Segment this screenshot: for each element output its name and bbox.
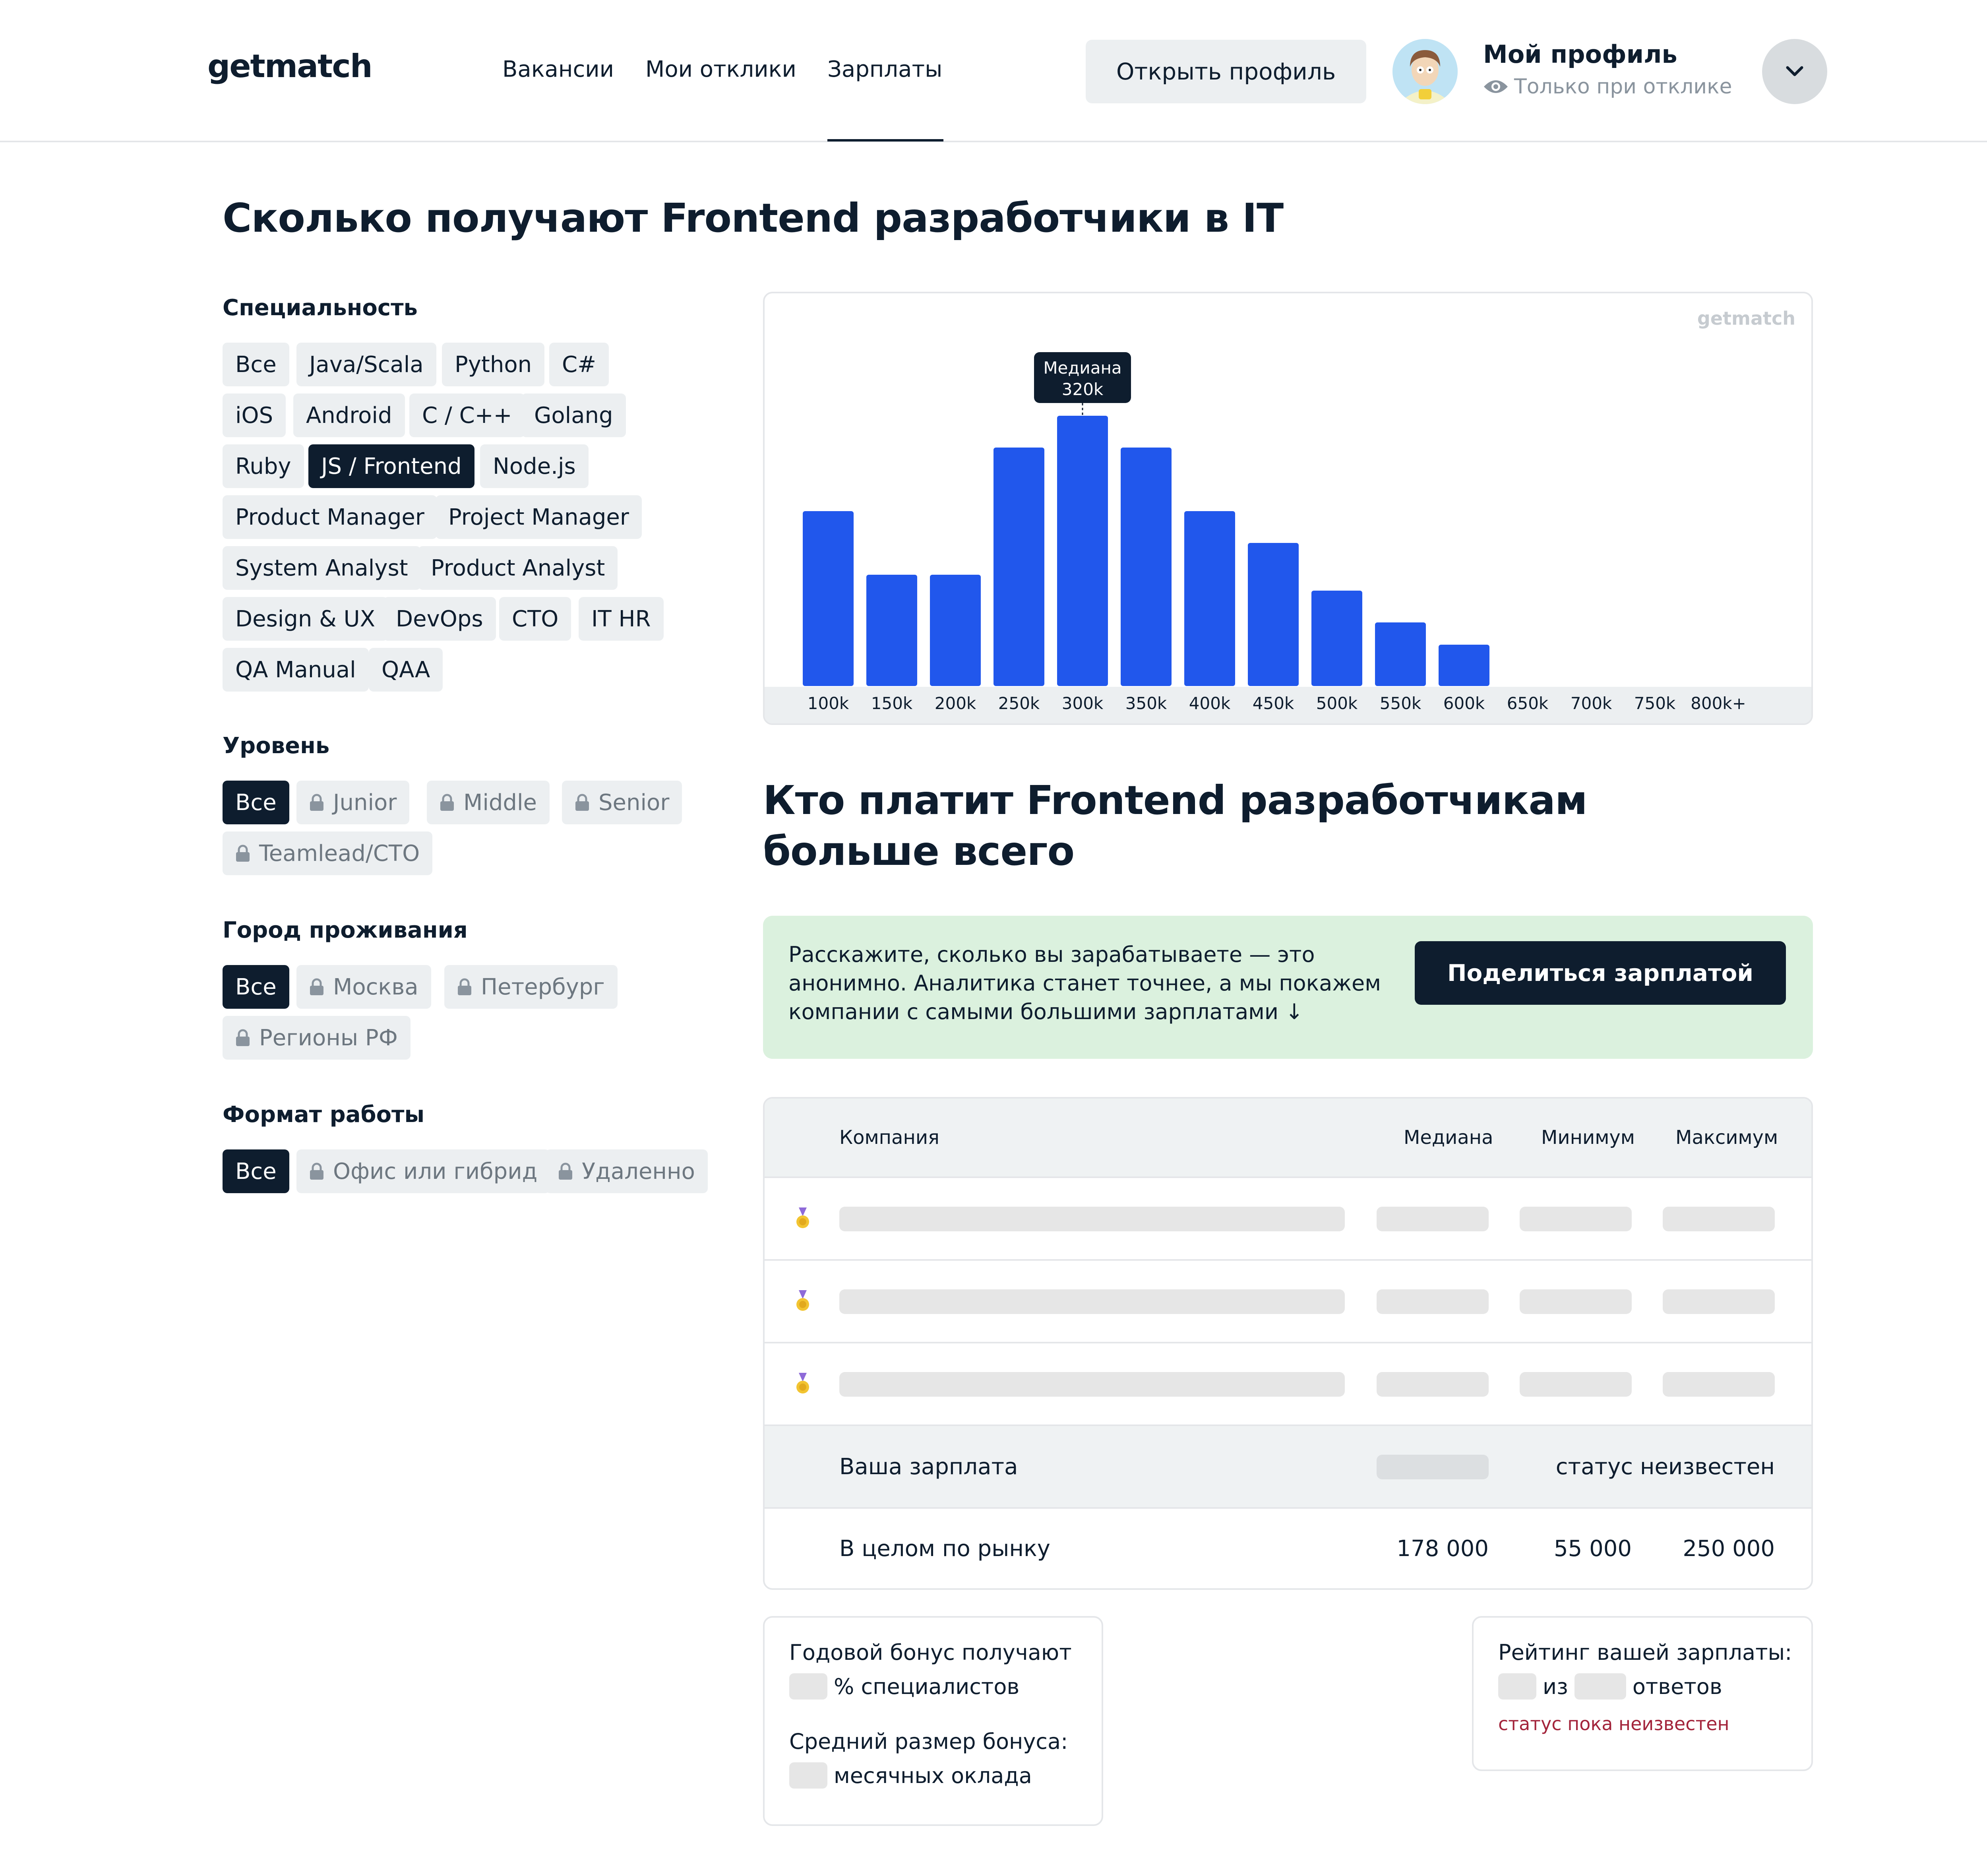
nav-salaries[interactable]: Зарплаты [827,56,943,82]
x-tick-label: 500k [1316,694,1358,713]
profile-visibility [1483,75,1732,99]
chip-cto[interactable]: CTO [499,597,571,641]
salary-rating-card [1472,1616,1813,1771]
market-row [765,1509,1811,1590]
chip-office-hybrid[interactable] [296,1149,550,1193]
median-tooltip-label: Медиана [1043,358,1122,378]
chip-format-all[interactable]: Все [223,1149,289,1193]
chip-label: Петербург [481,974,605,1000]
chip-java-scala[interactable]: Java/Scala [296,343,436,386]
max-placeholder [1663,1289,1775,1314]
your-salary-status: статус неизвестен [1555,1454,1775,1480]
your-salary-label: Ваша зарплата [839,1454,1018,1480]
chip-android[interactable]: Android [293,393,405,437]
x-tick-label: 350k [1125,694,1167,713]
histogram-bar [1184,511,1235,686]
chip-senior[interactable] [562,781,682,824]
x-tick-label: 600k [1443,694,1485,713]
profile-visibility-text: Только при отклике [1514,75,1732,99]
your-salary-row [765,1426,1811,1509]
share-salary-text: Расскажите, сколько вы зарабатываете — это анонимно. Аналитика станет точнее, а мы покажем компании с самыми большими зарплатами ↓ [788,942,1381,1024]
median-placeholder [1377,1372,1489,1397]
chip-js-frontend[interactable]: JS / Frontend [308,444,474,488]
who-pays-title-line2: больше всего [763,828,1075,874]
histogram-bar [803,511,854,686]
market-min: 55 000 [1554,1536,1632,1562]
histogram-bar [1375,622,1426,686]
who-pays-title-line1: Кто платит Frontend разработчикам [763,777,1587,824]
histogram-bar [1311,591,1362,686]
lock-icon [558,1163,573,1180]
chevron-down-icon [1783,64,1807,79]
max-placeholder [1663,1372,1775,1397]
medal-icon [795,1207,811,1230]
bonus-line3: Средний размер бонуса: [789,1729,1068,1754]
bonus-line4: месячных оклада [834,1763,1032,1788]
lock-icon [235,1029,250,1047]
table-row [765,1343,1811,1426]
min-placeholder [1520,1289,1632,1314]
lock-icon [440,794,455,811]
share-salary-banner [763,916,1813,1059]
histogram-bar [1248,543,1299,686]
who-pays-title [763,775,1587,877]
city-label: Город проживания [223,917,468,943]
median-placeholder [1377,1207,1489,1231]
market-max: 250 000 [1683,1536,1775,1562]
lock-icon [309,978,324,996]
page-title: Сколько получают Frontend разработчики в IT [223,195,1284,241]
chip-petersburg[interactable] [444,965,618,1009]
x-tick-label: 250k [998,694,1040,713]
top-header [0,0,1987,142]
rating-row [1498,1673,1722,1700]
chip-csharp[interactable]: C# [549,343,609,386]
chip-teamlead-cto[interactable] [223,831,432,875]
histogram-svg [765,293,1811,723]
rating-line1: Рейтинг вашей зарплаты: [1498,1640,1792,1665]
x-tick-label: 300k [1061,694,1104,713]
lock-icon [309,794,324,811]
col-max: Максимум [1675,1126,1778,1149]
rating-answers: ответов [1632,1674,1722,1699]
top-companies-table [763,1097,1813,1590]
chip-product-manager[interactable]: Product Manager [223,495,437,539]
open-profile-button[interactable]: Открыть профиль [1086,40,1366,103]
level-label: Уровень [223,733,330,759]
chip-junior[interactable] [296,781,409,824]
table-row [765,1261,1811,1343]
histogram-bar [1439,645,1489,686]
col-company: Компания [839,1126,939,1149]
chip-regions[interactable] [223,1016,411,1060]
specialty-label: Специальность [223,295,418,321]
lock-icon [235,845,250,862]
chip-it-hr[interactable]: IT HR [579,597,664,641]
medal-icon [795,1373,811,1395]
bonus-share-placeholder [789,1673,827,1700]
table-row [765,1178,1811,1261]
x-tick-label: 450k [1252,694,1294,713]
your-salary-placeholder [1377,1455,1489,1479]
x-tick-label: 200k [934,694,976,713]
market-label: В целом по рынку [839,1536,1050,1562]
chip-remote[interactable] [545,1149,708,1193]
chart-watermark: getmatch [1697,308,1795,329]
chip-ios[interactable]: iOS [223,393,286,437]
share-salary-button[interactable]: Поделиться зарплатой [1415,941,1786,1005]
chip-label: Москва [333,974,418,1000]
histogram-bar [930,575,981,686]
bonus-share-row [789,1673,1019,1700]
medal-icon [795,1290,811,1312]
chip-golang[interactable]: Golang [521,393,626,437]
bonus-size-row [789,1762,1032,1789]
profile-name[interactable]: Мой профиль [1483,40,1677,69]
min-placeholder [1520,1372,1632,1397]
bonus-size-placeholder [789,1762,827,1789]
chip-city-all[interactable]: Все [223,965,289,1009]
chip-qaa[interactable]: QAA [369,648,443,692]
company-placeholder [839,1289,1345,1314]
histogram-bar [993,448,1044,686]
chip-ruby[interactable]: Ruby [223,444,304,488]
median-placeholder [1377,1289,1489,1314]
x-tick-label: 800k+ [1691,694,1746,713]
chip-c-cpp[interactable]: C / C++ [409,393,525,437]
max-placeholder [1663,1207,1775,1231]
x-tick-label: 750k [1634,694,1676,713]
chip-moscow[interactable] [296,965,431,1009]
avatar[interactable] [1392,39,1458,104]
bonus-line1: Годовой бонус получают [789,1640,1072,1665]
profile-dropdown-button[interactable] [1762,39,1827,104]
chip-middle[interactable] [427,781,550,824]
chip-label: Middle [463,789,537,816]
x-tick-label: 100k [807,694,849,713]
histogram-bar [1121,448,1172,686]
chip-specialty-all[interactable]: Все [223,343,289,386]
salary-histogram [763,292,1813,725]
bonus-line2: % специалистов [834,1674,1020,1699]
market-median: 178 000 [1396,1536,1489,1562]
x-tick-label: 650k [1507,694,1549,713]
nav-my-responses[interactable]: Мои отклики [645,56,796,82]
chip-label: Teamlead/CTO [259,840,420,866]
avatar-image [1392,39,1458,104]
active-nav-indicator [827,139,943,141]
lock-icon [309,1163,324,1180]
rating-of: из [1543,1674,1568,1699]
chip-label: Офис или гибрид [333,1158,538,1184]
chip-design-ux[interactable]: Design & UX [223,597,388,641]
rating-position-placeholder [1498,1673,1536,1700]
chip-product-analyst[interactable]: Product Analyst [418,546,618,590]
chip-system-analyst[interactable]: System Analyst [223,546,421,590]
histogram-bar [1057,416,1108,686]
getmatch-logo[interactable]: getmatch [207,48,372,85]
chip-label: Junior [333,789,397,816]
chip-label: Регионы РФ [259,1025,398,1051]
lock-icon [457,978,472,996]
x-tick-label: 700k [1570,694,1612,713]
chip-nodejs[interactable]: Node.js [480,444,589,488]
nav-vacancies[interactable]: Вакансии [502,56,614,82]
x-tick-label: 400k [1189,694,1231,713]
chip-qa-manual[interactable]: QA Manual [223,648,369,692]
table-header [765,1099,1811,1178]
chip-label: Senior [598,789,670,816]
histogram-bar [866,575,917,686]
col-min: Минимум [1541,1126,1635,1149]
median-tooltip-value: 320k [1061,380,1104,399]
rating-status: статус пока неизвестен [1498,1713,1729,1735]
lock-icon [575,794,590,811]
min-placeholder [1520,1207,1632,1231]
bonus-card [763,1616,1103,1826]
chip-devops[interactable]: DevOps [383,597,496,641]
company-placeholder [839,1207,1345,1231]
chip-project-manager[interactable]: Project Manager [436,495,642,539]
col-median: Медиана [1404,1126,1493,1149]
chip-label: Удаленно [582,1158,695,1184]
x-tick-label: 550k [1379,694,1421,713]
chip-python[interactable]: Python [442,343,544,386]
rating-total-placeholder [1574,1673,1626,1700]
company-placeholder [839,1372,1345,1397]
format-label: Формат работы [223,1102,425,1128]
chip-level-all[interactable]: Все [223,781,289,824]
eye-icon [1483,78,1509,95]
x-tick-label: 150k [871,694,913,713]
